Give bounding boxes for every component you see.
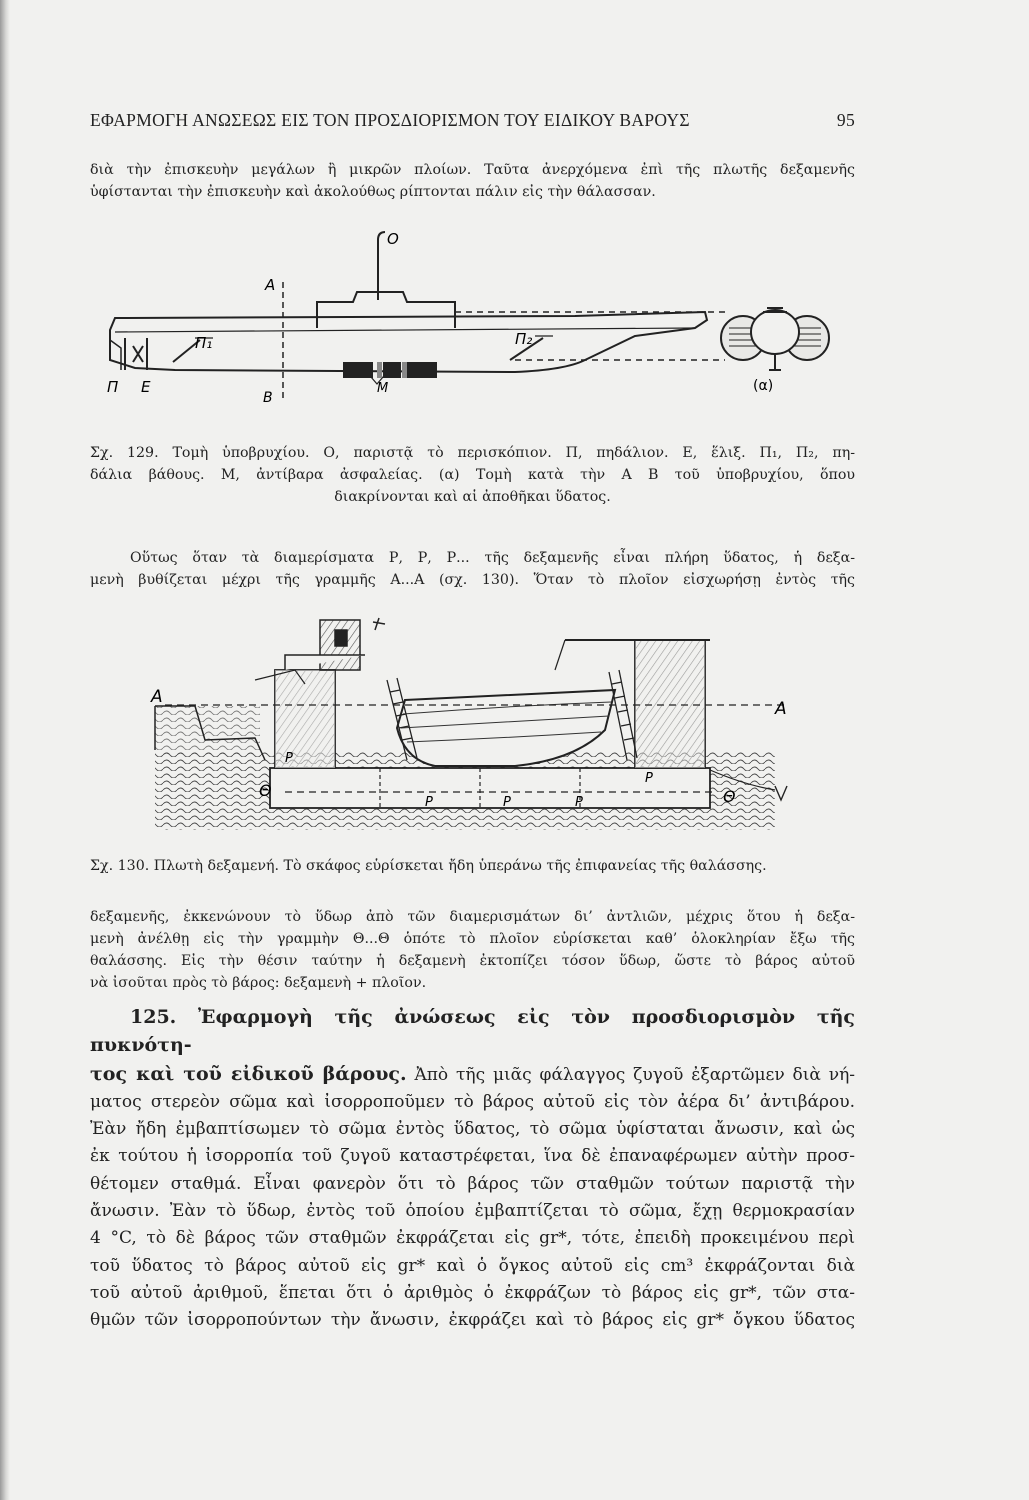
label-p: Π [107,378,119,396]
label-p-4: P [575,795,583,810]
label-p-1: P [285,751,293,766]
figure-129-caption [90,442,855,508]
cross-section-a [721,308,829,370]
paragraph-2-line-1: Οὕτως ὅταν τὰ διαμερίσματα Ρ, Ρ, Ρ... τῆς δεξαμενῆς εἶναι πλήρη ὕδατος, ἡ δεξα- [130,550,855,566]
section-125-line-3: Ἐὰν ἤδη ἐμβαπτίσωμεν τὸ σῶμα ἐντὸς ὕδατος, τὸ σῶμα ὑφίσταται ἄνωσιν, καὶ ὡς [90,1119,855,1140]
label-e: E [141,378,151,396]
control-house [285,618,385,670]
label-p2: Π₂ [515,330,533,348]
periscope [378,232,385,300]
running-header [90,110,855,131]
label-p-2: P [425,795,433,810]
paragraph-3-line-4: νὰ ἰσοῦται πρὸς τὸ βάρος: δεξαμενὴ + πλοῖον. [90,975,427,991]
paragraph-3-line-1: δεξαμενῆς, ἐκκενώνουν τὸ ὕδωρ ἀπὸ τῶν διαμερισμάτων δι’ ἀντλιῶν, μέχρις ὅτου ἡ δεξα- [90,909,855,925]
section-125-line-8: τοῦ ὕδατος τὸ βάρος αὐτοῦ εἰς gr* καὶ ὁ ὄγκος αὐτοῦ εἰς cm³ ἐκφράζονται διὰ [90,1255,855,1276]
section-125-heading: 125. Ἐφαρμογὴ τῆς ἀνώσεως εἰς τὸν προσδιορισμὸν τῆς πυκνότη- [90,1006,855,1057]
figure-130-floating-dock [135,610,810,835]
paragraph-3-line-2: μενὴ ἀνέλθῃ εἰς τὴν γραμμὴν Θ...Θ ὁπότε τὸ πλοῖον εὑρίσκεται καθ’ ὁλοκληρίαν ἔξω τῆς [90,931,855,947]
label-p-5: P [645,771,653,786]
label-a-left: A [151,687,163,707]
section-125 [90,1004,855,1335]
caption-129-line-3: διακρίνονται καὶ αἱ ἀποθῆκαι ὕδατος. [334,489,611,505]
intro-line-2: ὑφίστανται τὴν ἐπισκευὴν καὶ ἀκολούθως ρίπτονται πάλιν εἰς τὴν θάλασσαν. [90,184,656,200]
caption-129-line-1: Σχ. 129. Τομὴ ὑποβρυχίου. Ο, παριστᾷ τὸ περισκόπιον. Π, πηδάλιον. Ε, ἕλιξ. Π₁, Π₂, πη- [90,445,855,461]
label-theta-right: Θ [723,787,736,806]
label-p-3: P [503,795,511,810]
figure-129-submarine [95,220,835,410]
label-m: M [377,381,389,396]
dock-pontoon [270,768,710,808]
rudder [110,340,121,370]
label-a-right: A [775,699,787,719]
section-125-line-5: θέτομεν σταθμά. Εἶναι φανερὸν ὅτι τὸ βάρος τῶν σταθμῶν τούτων παριστᾷ τὴν [90,1173,855,1194]
label-o: O [387,230,399,248]
section-125-heading-2: τος καὶ τοῦ εἰδικοῦ βάρους. [90,1062,407,1085]
label-a: A [265,276,276,294]
safety-ballast [343,362,437,378]
section-125-line-10: θμῶν τῶν ἰσορροπούντων τὴν ἄνωσιν, ἐκφράζει καὶ τὸ βάρος εἰς gr* ὄγκου ὕδατος [90,1310,855,1331]
header-title: ΕΦΑΡΜΟΓΗ ΑΝΩΣΕΩΣ ΕΙΣ ΤΟΝ ΠΡΟΣΔΙΟΡΙΣΜΟΝ ΤΟΥ ΕΙΔΙΚΟΥ ΒΑΡΟΥΣ [90,110,690,130]
page-number: 95 [836,110,855,130]
section-125-line-4: ἐκ τούτου ἡ ἰσορροπία τοῦ ζυγοῦ καταστρέφεται, ἵνα δὲ ἐπαναφέρωμεν αὐτὴν προσ- [90,1146,855,1167]
label-section-a: (α) [753,378,774,394]
conning-tower [317,292,455,328]
label-p1: Π₁ [195,334,213,352]
figure-130-caption: Σχ. 130. Πλωτὴ δεξαμενή. Τὸ σκάφος εὑρίσκεται ἤδη ὑπεράνω τῆς ἐπιφανείας τῆς θαλάσσης. [90,858,767,874]
section-125-line-2: ματος στερεὸν σῶμα καὶ ἰσορροποῦμεν τὸ βάρος αὐτοῦ εἰς τὸν ἀέρα δι’ ἀντιβάρου. [90,1091,855,1112]
paragraph-2-line-2: μενὴ βυθίζεται μέχρι τῆς γραμμῆς Α...Α (σχ. 130). Ὅταν τὸ πλοῖον εἰσχωρήσῃ ἐντὸς τῆς [90,572,855,588]
section-125-line-6: ἄνωσιν. Ἐὰν τὸ ὕδωρ, ἐντὸς τοῦ ὁποίου ἐμβαπτίζεται τὸ σῶμα, ἔχῃ θερμοκρασίαν [90,1201,855,1222]
label-b: B [263,390,273,406]
caption-129-line-2: δάλια βάθους. Μ, ἀντίβαρα ἀσφαλείας. (α) Τομὴ κατὰ τὴν Α Β τοῦ ὑποβρυχίου, ὅπου [90,467,855,483]
section-125-line-9: τοῦ αὐτοῦ ἀριθμοῦ, ἕπεται ὅτι ὁ ἀριθμὸς ὁ ἐκφράζων τὸ βάρος εἰς gr*, τῶν στα- [90,1282,855,1303]
section-125-line-1: Ἀπὸ τῆς μιᾶς φάλαγγος ζυγοῦ ἐξαρτῶμεν διὰ νή- [414,1064,856,1085]
paragraph-3-line-3: θαλάσσης. Εἰς τὴν θέσιν ταύτην ἡ δεξαμενὴ ἐκτοπίζει τόσον ὕδωρ, ὥστε τὸ βάρος αὐτοῦ [90,953,855,969]
label-theta-left: Θ [259,781,272,800]
intro-line-1: διὰ τὴν ἐπισκευὴν μεγάλων ἢ μικρῶν πλοίων. Ταῦτα ἀνερχόμενα ἐπὶ τῆς πλωτῆς δεξαμενῆς [90,162,855,178]
section-125-line-7: 4 °C, τὸ δὲ βάρος τῶν σταθμῶν ἐκφράζεται εἰς gr*, τότε, ἐπειδὴ προκειμένου περὶ [90,1228,855,1249]
